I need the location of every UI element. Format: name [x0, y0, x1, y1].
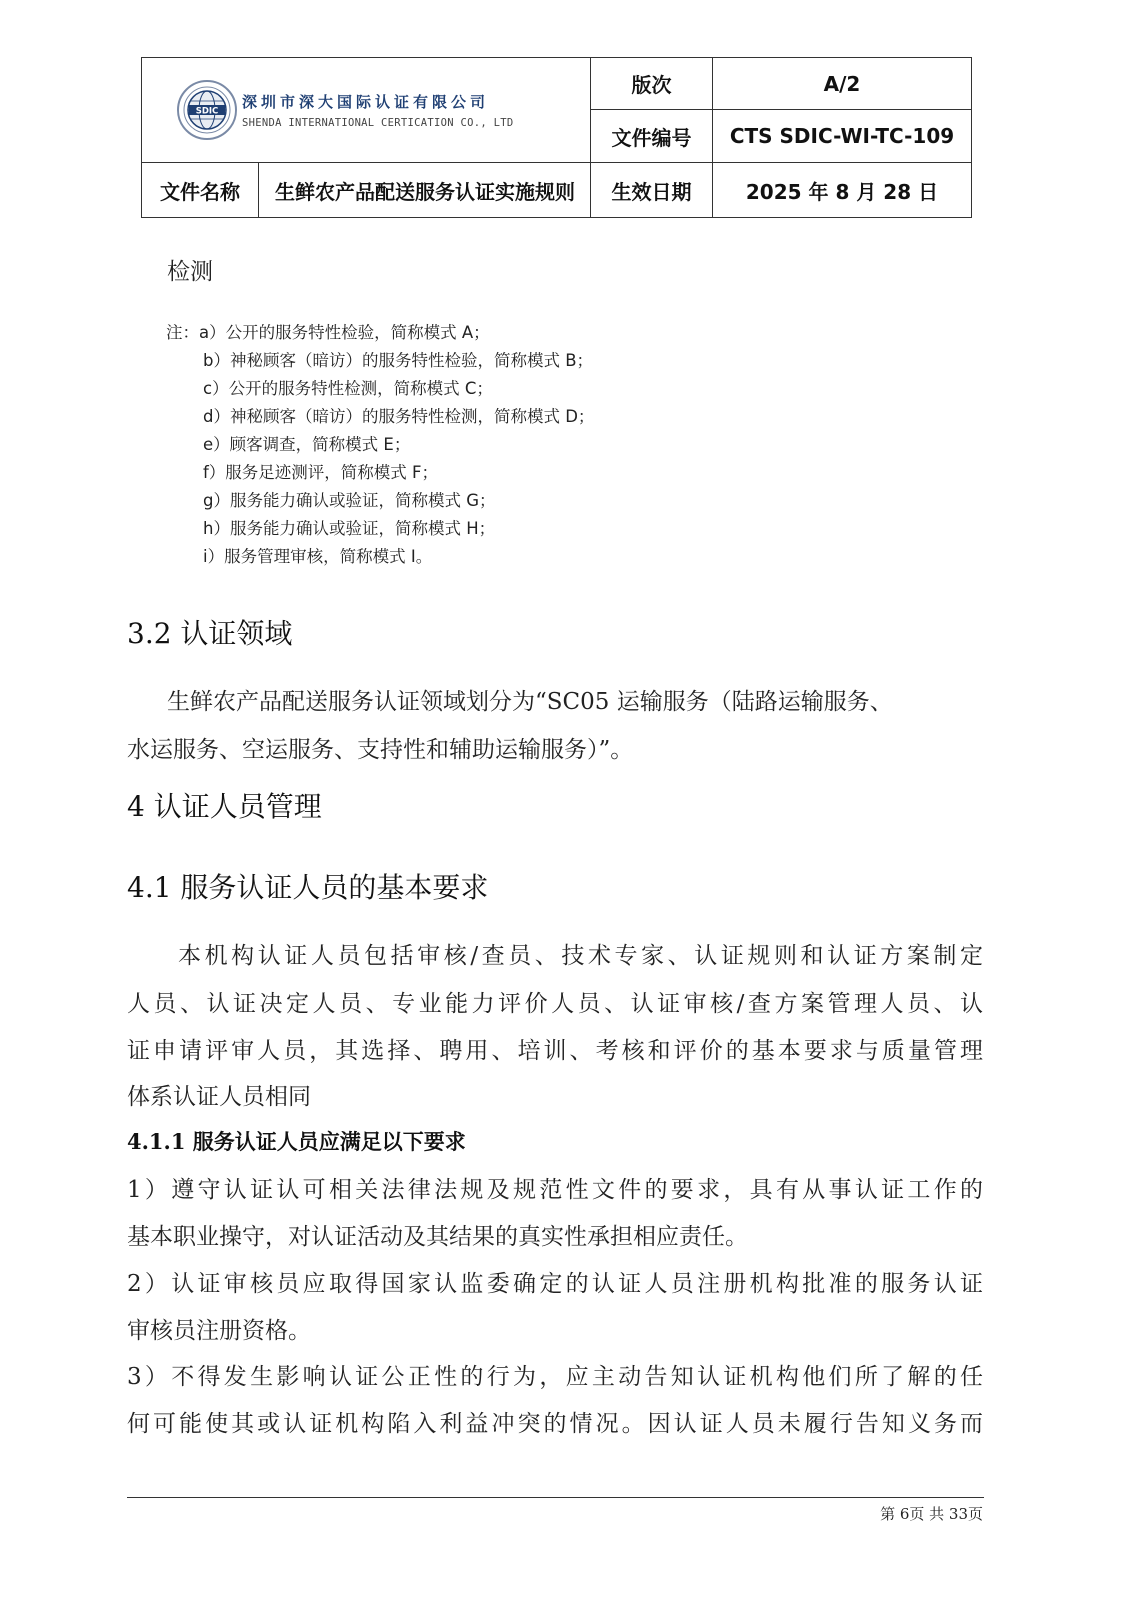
section-heading-4-1: 4.1 服务认证人员的基本要求 — [127, 871, 489, 904]
paragraph-line: 审核员注册资格。 — [127, 1318, 311, 1344]
section-heading-3-2: 3.2 认证领域 — [127, 617, 293, 650]
footer-rule — [127, 1497, 984, 1498]
document-header-table — [141, 57, 972, 218]
paragraph-line: 2）认证审核员应取得国家认监委确定的认证人员注册机构批准的服务认证 — [127, 1271, 983, 1297]
paragraph-line: 水运服务、空运服务、支持性和辅助运输服务）”。 — [127, 737, 634, 763]
company-name-en: SHENDA INTERNATIONAL CERTICATION CO., LTD — [242, 117, 514, 129]
version-value: A/2 — [713, 58, 972, 110]
doc-name-value: 生鲜农产品配送服务认证实施规则 — [259, 163, 591, 218]
company-logo-cell — [142, 58, 591, 163]
paragraph-line: 何可能使其或认证机构陷入利益冲突的情况。因认证人员未履行告知义务而 — [127, 1411, 983, 1437]
paragraph-line: 基本职业操守，对认证活动及其结果的真实性承担相应责任。 — [127, 1224, 748, 1250]
page-number: 第 6页 共 33页 — [880, 1505, 983, 1523]
paragraph-line: 1）遵守认证认可相关法律法规及规范性文件的要求，具有从事认证工作的 — [127, 1177, 983, 1203]
section-heading-4: 4 认证人员管理 — [127, 790, 322, 823]
note-item: 注：a）公开的服务特性检验，简称模式 A； — [166, 323, 490, 342]
svg-text:SDIC: SDIC — [195, 106, 219, 117]
note-item: i）服务管理审核，简称模式 I。 — [203, 547, 433, 566]
paragraph-line: 人员、认证决定人员、专业能力评价人员、认证审核/查方案管理人员、认 — [127, 991, 983, 1017]
effective-date-label: 生效日期 — [591, 163, 713, 218]
company-name-cn: 深圳市深大国际认证有限公司 — [242, 93, 490, 111]
effective-date-value: 2025 年 8 月 28 日 — [713, 163, 972, 218]
paragraph-line: 生鲜农产品配送服务认证领域划分为“SC05 运输服务（陆路运输服务、 — [167, 689, 893, 715]
note-item: d）神秘顾客（暗访）的服务特性检测，简称模式 D； — [203, 407, 595, 426]
doc-name-label: 文件名称 — [142, 163, 259, 218]
note-item: b）神秘顾客（暗访）的服务特性检验，简称模式 B； — [203, 351, 594, 370]
doc-number-value: CTS SDIC-WI-TC-109 — [713, 110, 972, 163]
note-item: h）服务能力确认或验证，简称模式 H； — [203, 519, 496, 538]
company-seal-icon — [176, 79, 238, 141]
doc-number-label: 文件编号 — [591, 110, 713, 163]
paragraph-line: 体系认证人员相同 — [127, 1084, 311, 1110]
version-label: 版次 — [591, 58, 713, 110]
section-heading-4-1-1: 4.1.1 服务认证人员应满足以下要求 — [127, 1129, 466, 1154]
note-item: g）服务能力确认或验证，简称模式 G； — [203, 491, 496, 510]
paragraph-line: 证申请评审人员，其选择、聘用、培训、考核和评价的基本要求与质量管理 — [127, 1038, 983, 1064]
note-item: f）服务足迹测评，简称模式 F； — [203, 463, 439, 482]
note-item: e）顾客调查，简称模式 E； — [203, 435, 411, 454]
note-item: c）公开的服务特性检测，简称模式 C； — [203, 379, 493, 398]
continuation-text: 检测 — [167, 259, 213, 285]
paragraph-line: 3）不得发生影响认证公正性的行为，应主动告知认证机构他们所了解的任 — [127, 1364, 983, 1390]
paragraph-line: 本机构认证人员包括审核/查员、技术专家、认证规则和认证方案制定 — [178, 943, 983, 969]
